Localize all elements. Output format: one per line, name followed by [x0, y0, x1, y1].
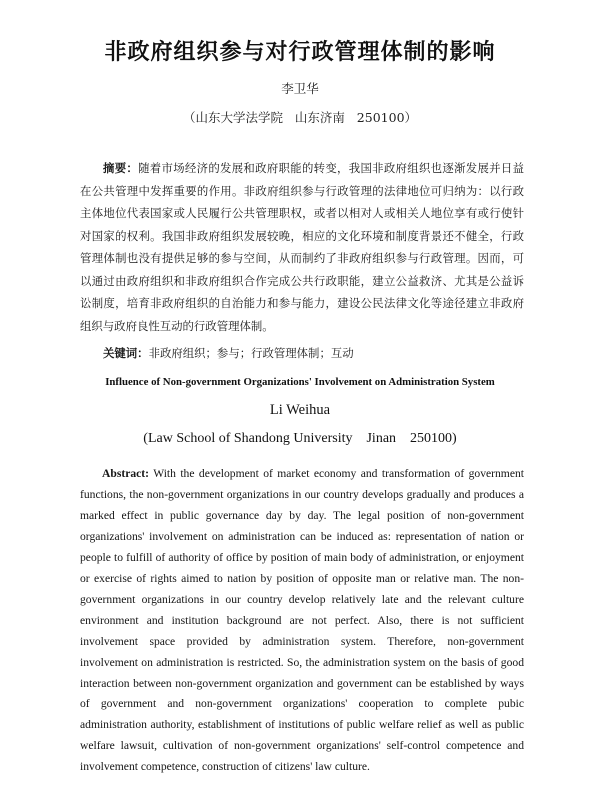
keywords-cn-label: 关键词：: [103, 346, 149, 360]
abstract-en-text: With the development of market economy and transformation of government functions, the non-government organizations in our country develops gradually and produces a marked effect in public governance day by day. The legal position of non-government organizations' involvement on administration can be induced as: representation of nation or people to fulfill of authority of office by position of main body of administration, or enjoyment or exercise of rights aimed to nation by position of opposite man or relative man. The non-government organizations in our country develop relatively late and the relevant culture environment and institution background are not perfect. Also, there is not sufficient involvement space provided by administration system. Therefore, non-government involvement on administration is restricted. So, the administration system on the basis of good interaction between non-government organization and government can be established by ways of government and non-government organizations' cooperation to complete pubic administration authority, establishment of institutions of public welfare relief as well as public welfare lawsuit, cultivation of non-government organizations' self-control competence and involvement competence, construction of citizens' law culture.: [80, 467, 524, 774]
keywords-cn: [103, 345, 354, 361]
author-name-en: Li Weihua: [269, 402, 331, 418]
author-name-cn: 李卫华: [281, 81, 319, 96]
abstract-cn-label: 摘要：: [103, 161, 139, 175]
abstract-en-label: Abstract:: [102, 467, 150, 480]
abstract-cn: [80, 157, 524, 337]
paper-title-en: Influence of Non-government Organizations' Involvement on Administration System: [105, 376, 495, 388]
paper-title-cn: 非政府组织参与对行政管理体制的影响: [104, 40, 496, 65]
keywords-cn-text: 非政府组织；参与；行政管理体制；互动: [148, 346, 354, 360]
abstract-en: [80, 464, 524, 778]
affiliation-en: (Law School of Shandong University Jinan 250100): [143, 431, 457, 446]
affiliation-cn: （山东大学法学院 山东济南 250100）: [182, 110, 418, 125]
abstract-cn-text: 随着市场经济的发展和政府职能的转变，我国非政府组织也逐渐发展并日益在公共管理中发挥重要的作用。非政府组织参与行政管理的法律地位可归纳为：以行政主体地位代表国家或人民履行公共管理职权，或者以相对人或相关人地位享有或行使针对国家的权利。我国非政府组织发展较晚，相应的文化环境和制度背景还不健全，行政管理体制也没有提供足够的参与空间，从而制约了非政府组织参与行政管理。因而，可以通过由政府组织和非政府组织合作完成公共行政职能，建立公益救济、尤其是公益诉讼制度，培育非政府组织的自治能力和参与能力，建设公民法律文化等途径建立非政府组织与政府良性互动的行政管理体制。: [80, 161, 524, 333]
